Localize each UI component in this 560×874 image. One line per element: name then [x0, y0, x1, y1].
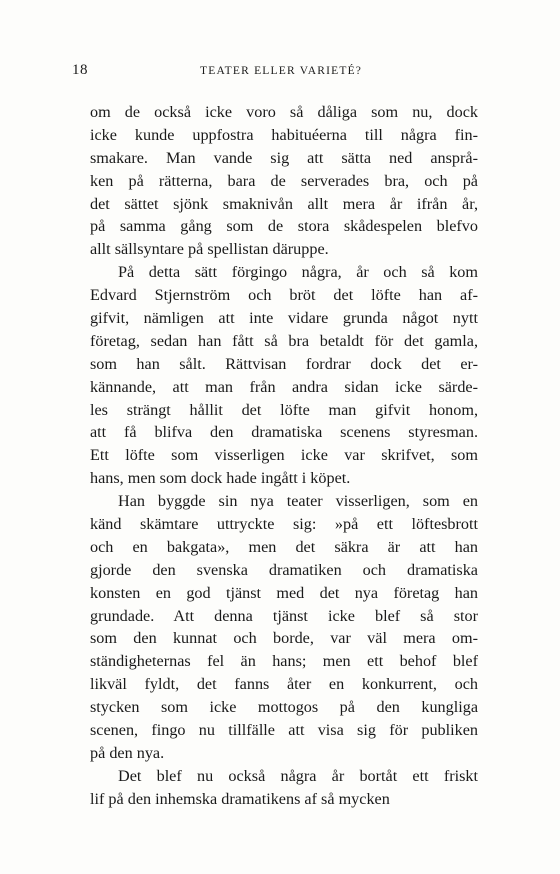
text-line: som han sålt. Rättvisan fordrar dock det er- — [90, 354, 478, 373]
text-line: lif på den inhemska dramatikens af så mycken — [90, 789, 390, 808]
text-line: På detta sätt förgingo några, år och så kom — [118, 263, 478, 282]
paragraph — [90, 101, 478, 261]
text-line: gifvit, nämligen att inte vidare grunda något nytt — [90, 309, 478, 328]
page-number: 18 — [72, 62, 88, 78]
page-header — [72, 62, 492, 84]
text-line: hans, men som dock hade ingått i köpet. — [90, 469, 351, 488]
text-line: Edvard Stjernström och bröt det löfte han af- — [90, 286, 478, 305]
text-line: icke kunde uppfostra habituéerna till några fin- — [90, 125, 478, 144]
text-line: som den kunnat och borde, var väl mera om- — [90, 629, 478, 648]
text-line: stycken som icke mottogos på den kungliga — [90, 698, 478, 717]
text-line: Ett löfte som visserligen icke var skrifvet, som — [90, 446, 478, 465]
text-line: scenen, fingo nu tillfälle att visa sig för publiken — [90, 721, 478, 740]
text-line: på samma gång som de stora skådespelen blefvo — [90, 217, 478, 236]
paragraph — [90, 490, 478, 765]
text-line: smakare. Man vande sig att sätta ned ansprå- — [90, 148, 478, 167]
text-line: grundade. Att denna tjänst icke blef så stor — [90, 606, 478, 625]
text-line: företag, sedan han fått så bra betaldt för det gamla, — [90, 331, 478, 350]
text-line: Han byggde sin nya teater visserligen, som en — [118, 492, 478, 511]
paragraph — [90, 765, 478, 811]
text-line: och en bakgata», men det säkra är att han — [90, 537, 478, 556]
text-line: det sättet sjönk smaknivån allt mera år ifrån år, — [90, 194, 478, 213]
paragraph — [90, 261, 478, 490]
text-line: känd skämtare uttryckte sig: »på ett löftesbrott — [90, 515, 478, 534]
text-line: allt sällsyntare på spellistan däruppe. — [90, 240, 329, 259]
body-text — [90, 101, 478, 811]
text-line: på den nya. — [90, 743, 165, 762]
text-line: att få blifva den dramatiska scenens styresman. — [90, 423, 478, 442]
text-line: kännande, att man från andra sidan icke särde- — [90, 377, 478, 396]
text-line: ken på rätterna, bara de serverades bra, och på — [90, 171, 478, 190]
text-line: om de också icke voro så dåliga som nu, dock — [90, 103, 478, 121]
text-line: gjorde den svenska dramatiken och dramatiska — [90, 560, 478, 579]
text-line: konsten en god tjänst med det nya företag han — [90, 583, 478, 602]
text-line: Det blef nu också några år bortåt ett friskt — [118, 766, 478, 785]
running-title: TEATER ELLER VARIETÉ? — [200, 65, 363, 77]
text-line: les strängt hållit det löfte man gifvit honom, — [90, 400, 478, 419]
text-line: ständigheternas fel än hans; men ett behof blef — [90, 652, 478, 671]
text-line: likväl fyldt, det fanns åter en konkurrent, och — [90, 675, 478, 694]
